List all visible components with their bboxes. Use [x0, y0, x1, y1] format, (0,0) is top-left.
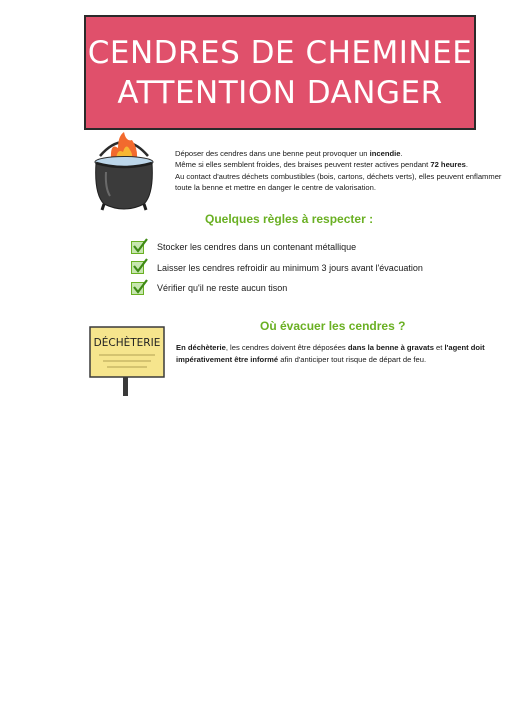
where-t3: , les cendres doivent être déposées	[225, 343, 348, 352]
rule-item	[131, 237, 423, 258]
rule-item	[131, 278, 423, 299]
intro-paragraph-3: Au contact d'autres déchets combustibles (bois, cartons, déchets verts), elles peuvent enflammer toute la benne et mettre en danger le centre de valorisation.	[175, 171, 502, 193]
intro-text	[175, 148, 505, 194]
intro-p1-end: .	[400, 149, 403, 158]
where-t5: et	[433, 343, 445, 352]
where-heading: Où évacuer les cendres ?	[260, 319, 406, 333]
intro-paragraph-1	[175, 148, 505, 159]
rules-list	[131, 237, 423, 299]
title-line-2: ATTENTION DANGER	[117, 74, 443, 111]
intro-p2-end: .	[465, 160, 468, 170]
pot-with-fire-icon	[88, 130, 160, 212]
where-paragraph	[176, 342, 506, 366]
rule-item	[131, 258, 423, 279]
decheterie-sign-icon	[89, 326, 165, 396]
where-text	[176, 342, 506, 366]
rule-text: Laisser les cendres refroidir au minimum 3 jours avant l'évacuation	[157, 262, 423, 273]
check-icon	[131, 241, 144, 254]
where-t6: l'agent doit impérativement être informé	[176, 343, 485, 364]
where-t7: afin d'anticiper tout risque de départ de feu.	[278, 355, 427, 364]
intro-p2-text: Même si elles semblent froides, des braises peuvent rester actives pendant	[175, 160, 431, 170]
where-t2: déchèterie	[187, 343, 226, 352]
sign-label: DÉCHÈTERIE	[93, 337, 161, 349]
title-line-1: CENDRES DE CHEMINEE	[87, 34, 473, 71]
rule-text: Vérifier qu'il ne reste aucun tison	[157, 283, 288, 294]
check-icon	[131, 282, 144, 295]
intro-p1-text: Déposer des cendres dans une benne peut provoquer un	[175, 149, 370, 158]
intro-paragraph-2	[175, 159, 505, 170]
rules-heading: Quelques règles à respecter :	[205, 212, 374, 226]
intro-p1-bold: incendie	[369, 149, 401, 158]
title-banner	[84, 15, 476, 130]
where-t4: dans la benne à gravats	[347, 343, 434, 352]
rule-text: Stocker les cendres dans un contenant métallique	[157, 242, 357, 253]
intro-p2-bold: 72 heures	[430, 160, 466, 170]
where-t1: En	[176, 343, 188, 352]
check-icon	[131, 261, 144, 274]
